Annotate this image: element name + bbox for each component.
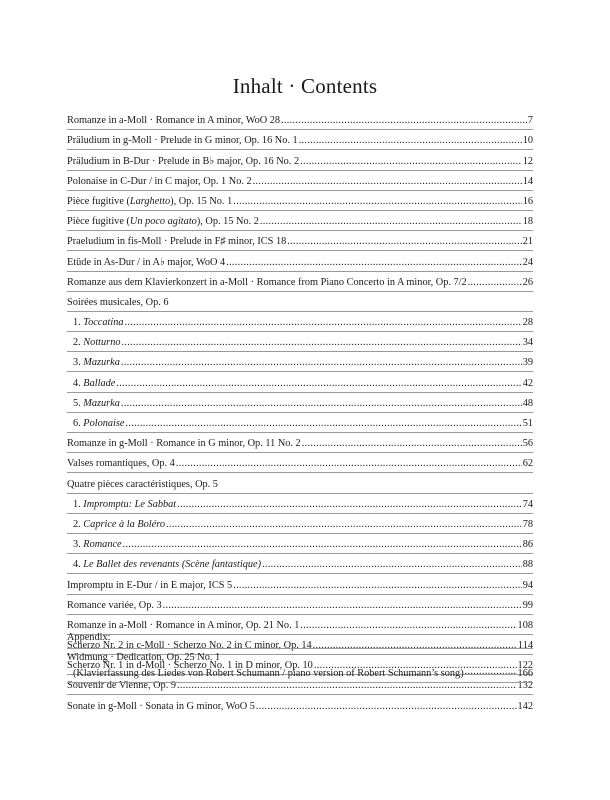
- dot-leader: [253, 176, 522, 190]
- toc-entry-page: 26: [522, 276, 533, 288]
- toc-entry[interactable]: [67, 311, 533, 331]
- toc-entry-title: 2. Caprice à la Boléro: [73, 518, 165, 530]
- toc-entry-page: 108: [517, 619, 533, 631]
- toc-entry[interactable]: [67, 513, 533, 533]
- dot-leader: [226, 257, 522, 271]
- toc-entry-title: Praeludium in fis-Moll · Prelude in F♯ minor, ICS 18: [67, 236, 287, 248]
- appendix-heading: Appendix:: [67, 632, 111, 643]
- toc-entry-page: 14: [522, 175, 533, 187]
- toc-entry-page: 114: [517, 640, 533, 652]
- toc-entry-page: 12: [522, 155, 533, 167]
- toc-entry-page: 10: [522, 135, 533, 147]
- toc-entry-title: 6. Polonaise: [73, 418, 125, 429]
- toc-entry[interactable]: [67, 472, 533, 492]
- dot-leader: [233, 196, 521, 210]
- toc-entry-page: 24: [522, 256, 533, 268]
- toc-entry-page: 34: [522, 337, 533, 349]
- toc-entry-title: Valses romantiques, Op. 4: [67, 458, 175, 470]
- toc-entry[interactable]: [67, 271, 533, 291]
- appendix-entry-subtitle: (Klavierfassung des Liedes von Robert Schumann / piano version of Robert Schumann’s song): [73, 668, 464, 679]
- toc-entry[interactable]: [67, 230, 533, 250]
- appendix-entry[interactable]: [67, 648, 533, 683]
- toc-entry-page: 21: [522, 236, 533, 248]
- toc-entry-page: 62: [522, 458, 533, 470]
- toc-entry-page: 94: [522, 579, 533, 591]
- toc-entry-title: 4. Ballade: [73, 377, 116, 389]
- toc-entry[interactable]: [67, 614, 533, 634]
- dot-leader: [163, 600, 522, 614]
- toc-entry-page: 74: [522, 498, 533, 510]
- toc-entry-title: Pièce fugitive (Un poco agitato), Op. 15 No. 2: [67, 216, 259, 228]
- dot-leader: [121, 398, 522, 412]
- dot-leader: [287, 236, 521, 250]
- toc-entry-page: 51: [522, 418, 533, 429]
- toc-entry-page: 88: [522, 559, 533, 571]
- dot-leader: [121, 357, 522, 371]
- toc-entry-title: 3. Mazurka: [73, 357, 120, 369]
- dot-leader: [166, 519, 522, 533]
- toc-entry[interactable]: [67, 331, 533, 351]
- toc-entry-title: 2. Notturno: [73, 337, 121, 349]
- dot-leader: [176, 458, 522, 472]
- appendix-entry-title: Widmung · Dedication, Op. 25 No. 1: [67, 652, 221, 663]
- dot-leader: [177, 499, 522, 513]
- toc-entry-title: 1. Toccatina: [73, 317, 124, 329]
- toc-entry[interactable]: [67, 553, 533, 573]
- toc-entry-title: Romanze in a-Moll · Romance in A minor, Op. 21 No. 1: [67, 619, 300, 631]
- toc-entry-page: 42: [522, 377, 533, 389]
- toc-entry[interactable]: [67, 533, 533, 553]
- toc-entry[interactable]: [67, 170, 533, 190]
- dot-leader: [125, 317, 522, 331]
- dot-leader: [116, 378, 521, 392]
- dot-leader: [123, 539, 522, 553]
- toc-entry-page: 48: [522, 397, 533, 409]
- toc-entry-page: 18: [522, 216, 533, 228]
- toc-entry[interactable]: [67, 110, 533, 129]
- toc-entry[interactable]: [67, 452, 533, 472]
- toc-entry-page: 122: [517, 660, 533, 672]
- appendix-section: [67, 632, 533, 683]
- toc-entry[interactable]: [67, 392, 533, 412]
- toc-entry-page: 39: [522, 357, 533, 369]
- toc-entry-title: Pièce fugitive (Larghetto), Op. 15 No. 1: [67, 195, 233, 207]
- dot-leader: [233, 580, 522, 594]
- toc-entry-title: 4. Le Ballet des revenants (Scène fantastique): [73, 559, 262, 571]
- toc-entry-title: Romanze in g-Moll · Romance in G minor, Op. 11 No. 2: [67, 438, 301, 450]
- toc-entry[interactable]: [67, 493, 533, 513]
- toc-entry-title: Präludium in g-Moll · Prelude in G minor, Op. 16 No. 1: [67, 135, 298, 147]
- dot-leader: [300, 156, 522, 170]
- toc-entry-title: Romanze in a-Moll · Romance in A minor, WoO 28: [67, 115, 281, 127]
- dot-leader: [125, 418, 521, 432]
- dot-leader: [256, 701, 517, 715]
- toc-entry[interactable]: [67, 351, 533, 371]
- dot-leader: [302, 438, 522, 452]
- toc-entry[interactable]: [67, 573, 533, 593]
- toc-entry-title: Präludium in B-Dur · Prelude in B♭ major, Op. 16 No. 2: [67, 155, 300, 167]
- toc-entry[interactable]: [67, 129, 533, 149]
- toc-entry-page: 78: [522, 518, 533, 530]
- dot-leader: [465, 666, 517, 679]
- dot-leader: [468, 277, 522, 291]
- toc-entry-title: Scherzo Nr. 2 in c-Moll · Scherzo No. 2 in C minor, Op. 14: [67, 640, 312, 652]
- toc-entry-page: 86: [522, 539, 533, 551]
- toc-entry[interactable]: [67, 412, 533, 432]
- toc-entry-title: Sonate in g-Moll · Sonata in G minor, WoO 5: [67, 700, 255, 712]
- dot-leader: [281, 115, 527, 129]
- table-of-contents: [67, 110, 533, 715]
- dot-leader: [122, 337, 522, 351]
- toc-entry-title: 3. Romance: [73, 539, 122, 551]
- toc-entry[interactable]: [67, 432, 533, 452]
- toc-entry-title: 1. Impromptu: Le Sabbat: [73, 498, 177, 510]
- dot-leader: [299, 135, 522, 149]
- toc-entry-title: Souvenir de Vienne, Op. 9: [67, 680, 177, 692]
- toc-entry-title: Polonaise in C-Dur / in C major, Op. 1 No. 2: [67, 175, 252, 187]
- toc-entry-title: 5. Mazurka: [73, 397, 120, 409]
- toc-entry-page: 28: [522, 317, 533, 329]
- toc-entry-title: Romance variée, Op. 3: [67, 599, 162, 611]
- toc-entry[interactable]: [67, 210, 533, 230]
- toc-entry-title: Etüde in As-Dur / in A♭ major, WoO 4: [67, 256, 226, 268]
- dot-leader: [262, 559, 522, 573]
- toc-entry-title: Impromptu in E-Dur / in E major, ICS 5: [67, 579, 233, 591]
- toc-entry-title: Soirées musicales, Op. 6: [67, 296, 169, 308]
- toc-entry[interactable]: [67, 190, 533, 210]
- toc-entry[interactable]: [67, 250, 533, 270]
- toc-entry-title: Scherzo Nr. 1 in d-Moll · Scherzo No. 1 in D minor, Op. 10: [67, 660, 313, 672]
- toc-entry[interactable]: [67, 371, 533, 391]
- toc-entry-page: 142: [517, 700, 533, 712]
- toc-entry-title: Quatre pièces caractéristiques, Op. 5: [67, 478, 218, 490]
- toc-entry-title: Romanze aus dem Klavierkonzert in a-Moll · Romance from Piano Concerto in A minor, Op. 7/2: [67, 276, 467, 288]
- toc-entry-page: 7: [527, 115, 533, 127]
- dot-leader: [260, 216, 522, 230]
- toc-entry-page: 132: [517, 680, 533, 692]
- toc-entry[interactable]: [67, 694, 533, 714]
- appendix-entry-page: 166: [517, 668, 533, 679]
- toc-entry[interactable]: [67, 291, 533, 311]
- toc-entry-page: 56: [522, 438, 533, 450]
- toc-entry-page: 16: [522, 195, 533, 207]
- toc-entry-page: 99: [522, 599, 533, 611]
- toc-entry[interactable]: [67, 594, 533, 614]
- toc-entry[interactable]: [67, 149, 533, 169]
- page-title: Inhalt · Contents: [232, 74, 378, 98]
